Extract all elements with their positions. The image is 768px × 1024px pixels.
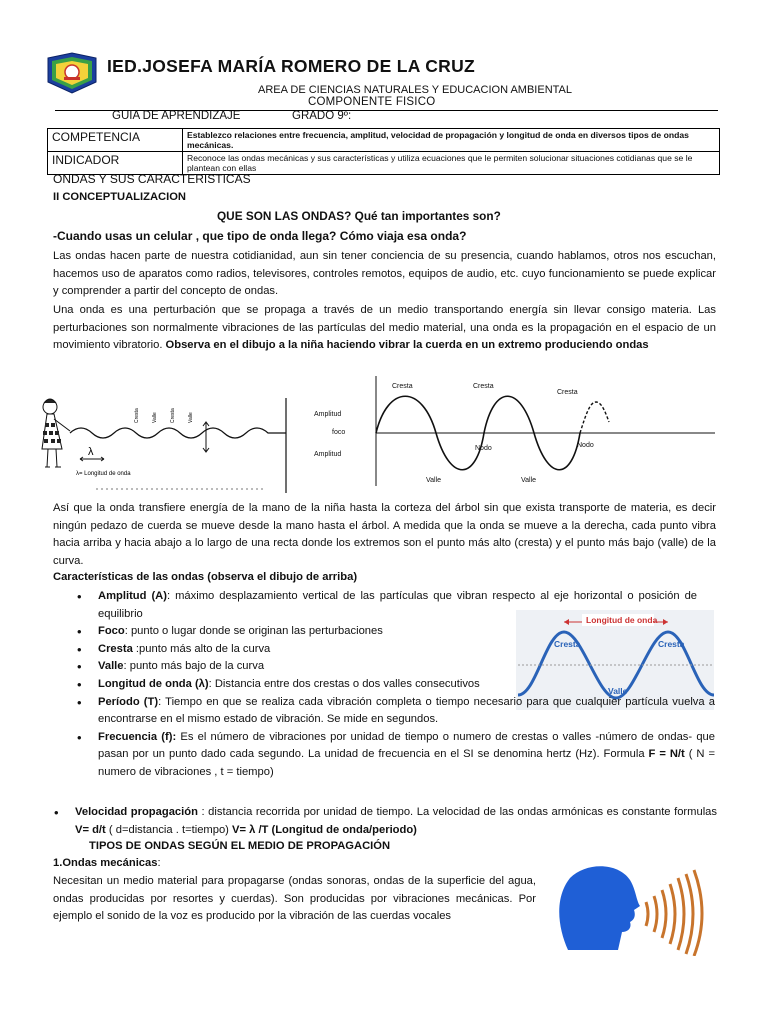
girl-rope-figure	[36, 393, 298, 497]
fig2-valle-1: Valle	[426, 477, 442, 484]
velocity-list	[52, 804, 717, 839]
paragraph-2	[53, 302, 716, 355]
fig2-foco: foco	[332, 429, 346, 436]
sound-waves	[646, 870, 702, 956]
list-item: • Longitud de onda (λ): Distancia entre dos crestas o dos valles consecutivos	[75, 676, 487, 694]
paragraph-2-text: Una onda es una perturbación que se propaga a través de un medio transportando energía sin llevar consigo materia. Las perturbaciones son normalmente vibraciones de las partículas del medio material, una onda es la propagación en el espacio de un movimiento vibratorio.	[53, 304, 716, 352]
indicador-text: Reconoce las ondas mecánicas y sus características y utiliza ecuaciones que le permiten solucionar situaciones cotidianas que se le plantean con ellas	[183, 152, 720, 175]
school-name: IED.JOSEFA MARÍA ROMERO DE LA CRUZ	[107, 56, 475, 76]
fig3-cresta-1: Cresta	[554, 639, 581, 649]
fig1-cresta-1: Cresta	[134, 408, 140, 423]
list-item: • Cresta :punto más alto de la curva	[75, 641, 415, 659]
component: COMPONENTE FISICO	[308, 96, 436, 108]
fig1-valle-2: Valle	[188, 412, 194, 423]
fig2-nodo-1: Nodo	[475, 445, 492, 452]
fig1-cresta-2: Cresta	[170, 408, 176, 423]
competencia-text: Establezco relaciones entre frecuencia, amplitud, velocidad de propagación y longitud de onda en diversos tipos de ondas mecánicas.	[183, 129, 720, 152]
fig3-valle: Valle	[608, 686, 628, 696]
paragraph-1: Las ondas hacen parte de nuestra cotidianidad, aun sin tener conciencia de su presencia, cuando hablamos, otros nos escuchan, hacemos uso de aparatos como radios, televisores, controles remotos, equipos de audio, etc. cuyo funcionamiento se puede explicar y comprender a partir del concepto de ondas.	[53, 250, 716, 298]
fig2-nodo-2: Nodo	[577, 442, 594, 449]
head-silhouette	[559, 866, 640, 950]
fig2-cresta-1: Cresta	[392, 383, 413, 390]
grade-label: GRADO 9º:	[292, 110, 352, 122]
fig3-cresta-2: Cresta	[658, 639, 685, 649]
lambda-label: λ	[88, 446, 94, 458]
list-item: • Foco: punto o lugar donde se originan las perturbaciones	[75, 623, 415, 641]
wave-diagram	[310, 372, 720, 490]
question-2: -Cuando usas un celular , que tipo de onda llega? Cómo viaja esa onda?	[53, 229, 467, 243]
list-item: • Amplitud (A): máximo desplazamiento vertical de las partículas que vibran respecto al eje horizontal o posición de equilibrio	[75, 588, 697, 623]
fig3-longitud: Longitud de onda	[586, 615, 658, 625]
list-item: • Velocidad propagación : distancia recorrida por unidad de tiempo. La velocidad de las ondas armónicas es constante formulas V= d/t ( d=distancia . t=tiempo) V= λ /T (Longitud de onda/periodo)	[52, 804, 717, 839]
school-logo	[46, 52, 98, 94]
fig2-amplitud-top: Amplitud	[314, 411, 342, 418]
paragraph-3: Así que la onda transfiere energía de la mano de la niña hasta la corteza del árbol sin que exista transporte de materia, es decir ningún pedazo de cuerda se mueve desde la mano hasta el árbol. A medida que la onda se mueve a la derecha, cada punto vibra hacia arriba y hacia abajo a lo largo de una recta donde los extremos son el punto más alto (cresta) y el punto más bajo (valle) de la curva.	[53, 502, 716, 567]
types-subtitle: 1.Ondas mecánicas:	[53, 857, 161, 869]
fig2-cresta-2: Cresta	[473, 383, 494, 390]
list-item: • Frecuencia (f): Es el número de vibraciones por unidad de tiempo o numero de crestas o valles -número de ondas- que pasan por un punto dado cada segundo. La unidad de frecuencia en el SI se denomina hertz (Hz). Formula F = N/t ( N = numero de vibraciones , t = tiempo)	[75, 729, 715, 782]
fig1-valle-1: Valle	[152, 412, 158, 423]
fig2-cresta-3: Cresta	[557, 389, 578, 396]
paragraph-2-bold: Observa en el dibujo a la niña haciendo vibrar la cuerda en un extremo produciendo ondas	[165, 339, 649, 352]
types-paragraph: Necesitan un medio material para propagarse (ondas sonoras, ondas de la superficie del agua, ondas producidas por resortes y cuerdas). Son producidas por vibraciones mecánicas. Por ejemplo el sonido de la voz es producido por la vibración de las cuerdas vocales	[53, 875, 536, 923]
girl-icon	[42, 399, 70, 467]
fig2-valle-2: Valle	[521, 477, 537, 484]
types-title: TIPOS DE ONDAS SEGÚN EL MEDIO DE PROPAGACIÓN	[89, 840, 391, 852]
characteristics-title: Características de las ondas (observa el dibujo de arriba)	[53, 571, 358, 583]
lambda-note: λ= Longitud de onda	[76, 471, 131, 477]
question-1: QUE SON LAS ONDAS? Qué tan importantes son?	[217, 209, 501, 223]
guide-title: GUIA DE APRENDIZAJE	[112, 110, 241, 122]
indicador-label: INDICADOR	[48, 152, 183, 175]
amplitude-arrow	[203, 422, 209, 452]
fig2-wave-dashed	[580, 402, 609, 433]
list-item: • Valle: punto más bajo de la curva	[75, 658, 415, 676]
list-item: • Período (T): Tiempo en que se realiza cada vibración completa o tiempo necesario para que cualquier partícula vuelva a encontrarse en el mismo estado de vibración. Se mide en segundos.	[75, 694, 715, 729]
section-subtitle: II CONCEPTUALIZACION	[53, 191, 187, 203]
rope-wave	[70, 428, 286, 438]
characteristics-list	[75, 588, 715, 782]
subject-area: AREA DE CIENCIAS NATURALES Y EDUCACION AMBIENTAL	[258, 84, 572, 96]
fig2-amplitud-bottom: Amplitud	[314, 451, 342, 458]
section-title: ONDAS Y SUS CARACTERISTICAS	[53, 172, 251, 186]
speaking-head-icon	[548, 858, 718, 956]
header-table	[47, 128, 720, 175]
competencia-label: COMPETENCIA	[48, 129, 183, 152]
